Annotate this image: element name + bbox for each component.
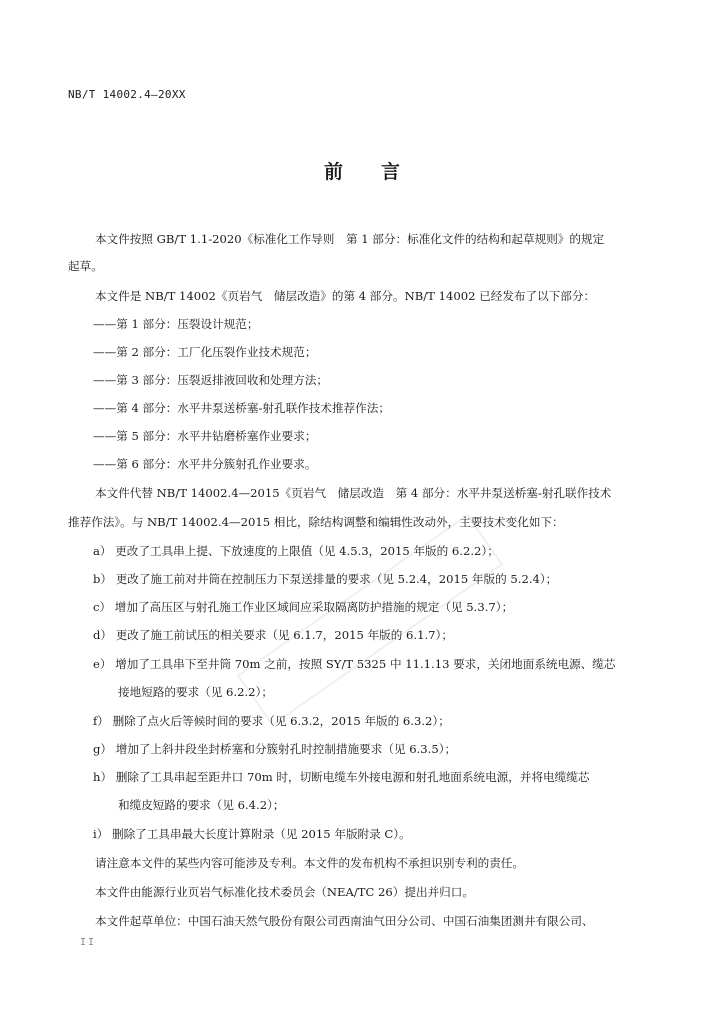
change-item-h-line-1: h） 删除了工具串起至距井口 70m 时，切断电缆车外接电源和射孔地面系统电源，并将电缆缆芯 bbox=[93, 770, 590, 784]
paragraph-3-line-1: 本文件代替 NB/T 14002.4—2015《页岩气 储层改造 第 4 部分：水平井泵送桥塞-射孔联作技术 bbox=[95, 486, 612, 500]
change-item-a: a） 更改了工具串上提、下放速度的上限值（见 4.5.3，2015 年版的 6.2.2）； bbox=[93, 544, 499, 558]
document-code: NB/T 14002.4—20XX bbox=[68, 88, 186, 101]
part-item: ——第 6 部分：水平井分簇射孔作业要求。 bbox=[93, 457, 317, 471]
change-item-g: g） 增加了上斜井段坐封桥塞和分簇射孔时控制措施要求（见 6.3.5）； bbox=[93, 742, 457, 756]
part-item: ——第 3 部分：压裂返排液回收和处理方法； bbox=[93, 373, 329, 387]
page-number: II bbox=[80, 937, 97, 948]
part-item: ——第 1 部分：压裂设计规范； bbox=[93, 317, 259, 331]
change-item-d: d） 更改了施工前试压的相关要求（见 6.1.7，2015 年版的 6.1.7）； bbox=[93, 628, 453, 642]
paragraph-1-line-1: 本文件按照 GB/T 1.1-2020《标准化工作导则 第 1 部分：标准化文件的结构和起草规则》的规定 bbox=[95, 232, 605, 246]
paragraph-5: 本文件由能源行业页岩气标准化技术委员会（NEA/TC 26）提出并归口。 bbox=[95, 885, 474, 899]
part-item: ——第 2 部分：工厂化压裂作业技术规范； bbox=[93, 345, 317, 359]
paragraph-1-line-2: 起草。 bbox=[68, 259, 103, 273]
paragraph-4: 请注意本文件的某些内容可能涉及专利。本文件的发布机构不承担识别专利的责任。 bbox=[95, 856, 524, 870]
change-item-b: b） 更改了施工前对井筒在控制压力下泵送排量的要求（见 5.2.4，2015 年版的 5.2.4）； bbox=[93, 572, 558, 586]
part-item: ——第 5 部分：水平井钻磨桥塞作业要求； bbox=[93, 429, 317, 443]
paragraph-6: 本文件起草单位：中国石油天然气股份有限公司西南油气田分公司、中国石油集团测井有限公司、 bbox=[95, 914, 594, 928]
change-item-e-line-2: 接地短路的要求（见 6.2.2）； bbox=[118, 685, 273, 699]
change-item-f: f） 删除了点火后等候时间的要求（见 6.3.2，2015 年版的 6.3.2）； bbox=[93, 714, 450, 728]
part-item: ——第 4 部分：水平井泵送桥塞-射孔联作技术推荐作法； bbox=[93, 401, 390, 415]
page-title: 前言 bbox=[323, 161, 438, 183]
paragraph-2: 本文件是 NB/T 14002《页岩气 储层改造》的第 4 部分。NB/T 14002 已经发布了以下部分： bbox=[95, 289, 596, 303]
change-item-i: i） 删除了工具串最大长度计算附录（见 2015 年版附录 C）。 bbox=[93, 827, 411, 841]
paragraph-3-line-2: 推荐作法》。与 NB/T 14002.4—2015 相比，除结构调整和编辑性改动外，主要技术变化如下： bbox=[68, 515, 564, 529]
change-item-c: c） 增加了高压区与射孔施工作业区域间应采取隔离防护措施的规定（见 5.3.7）； bbox=[93, 600, 514, 614]
change-item-e-line-1: e） 增加了工具串下至井筒 70m 之前，按照 SY/T 5325 中 11.1.13 要求，关闭地面系统电源、缆芯 bbox=[93, 657, 616, 671]
change-item-h-line-2: 和缆皮短路的要求（见 6.4.2）； bbox=[118, 798, 285, 812]
